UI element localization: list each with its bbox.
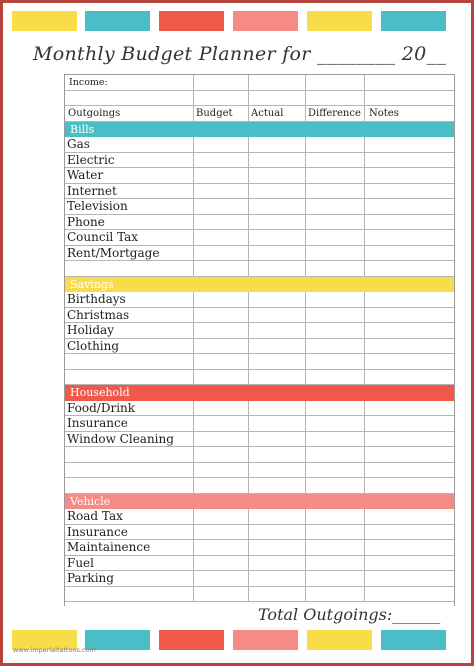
table-row	[65, 292, 454, 308]
column-divider	[193, 323, 194, 338]
column-divider	[248, 447, 249, 462]
table-row	[65, 540, 454, 556]
column-divider	[305, 261, 306, 276]
column-divider	[305, 230, 306, 245]
column-divider	[248, 184, 249, 199]
table-row	[65, 230, 454, 246]
column-divider	[305, 199, 306, 214]
column-divider	[364, 401, 365, 416]
column-divider	[193, 153, 194, 168]
column-divider	[248, 354, 249, 369]
column-divider	[364, 354, 365, 369]
row-label: Holiday	[67, 323, 114, 337]
column-divider	[305, 246, 306, 261]
column-divider	[305, 292, 306, 307]
column-divider	[248, 463, 249, 478]
column-divider	[248, 509, 249, 524]
column-divider	[305, 525, 306, 540]
table-row	[65, 525, 454, 541]
column-divider	[364, 587, 365, 602]
column-divider	[305, 75, 306, 90]
column-divider	[248, 556, 249, 571]
column-divider	[364, 323, 365, 338]
table-row	[65, 215, 454, 231]
row-label: Birthdays	[67, 292, 126, 306]
column-divider	[248, 432, 249, 447]
table-row	[65, 416, 454, 432]
row-label: Gas	[67, 137, 90, 151]
column-divider	[364, 106, 365, 121]
section-title: Savings	[70, 277, 114, 291]
column-divider	[193, 556, 194, 571]
section-header-vehicle	[65, 494, 454, 510]
column-header-outgoings: Outgoings	[68, 108, 121, 119]
column-divider	[248, 215, 249, 230]
blank-row	[65, 463, 454, 479]
column-divider	[364, 261, 365, 276]
column-divider	[193, 168, 194, 183]
column-divider	[305, 556, 306, 571]
column-divider	[193, 463, 194, 478]
bottom-stripe	[307, 630, 372, 650]
top-stripe	[12, 11, 77, 31]
column-divider	[364, 292, 365, 307]
column-divider	[248, 587, 249, 602]
column-divider	[193, 261, 194, 276]
column-divider	[193, 230, 194, 245]
row-label: Water	[67, 168, 104, 182]
column-header-notes: Notes	[369, 108, 399, 119]
row-label: Rent/Mortgage	[67, 245, 160, 260]
row-label: Television	[67, 199, 128, 213]
column-divider	[305, 478, 306, 493]
column-divider	[248, 525, 249, 540]
bottom-stripe	[381, 630, 446, 650]
column-divider	[193, 137, 194, 152]
column-divider	[364, 230, 365, 245]
top-stripe	[85, 11, 150, 31]
column-divider	[248, 106, 249, 121]
row-label: Maintainence	[67, 540, 151, 554]
column-divider	[305, 153, 306, 168]
column-divider	[193, 339, 194, 354]
section-title: Vehicle	[70, 494, 111, 508]
row-label: Window Cleaning	[67, 431, 174, 446]
column-divider	[193, 308, 194, 323]
blank-row	[65, 91, 454, 107]
column-divider	[193, 432, 194, 447]
column-divider	[305, 91, 306, 106]
column-divider	[364, 75, 365, 90]
column-divider	[364, 91, 365, 106]
column-divider	[364, 308, 365, 323]
column-divider	[305, 587, 306, 602]
column-divider	[193, 354, 194, 369]
column-divider	[364, 416, 365, 431]
table-row	[65, 246, 454, 262]
column-divider	[305, 416, 306, 431]
column-divider	[193, 184, 194, 199]
section-title: Bills	[70, 122, 95, 136]
table-row	[65, 323, 454, 339]
column-divider	[248, 416, 249, 431]
column-divider	[193, 587, 194, 602]
column-divider	[305, 447, 306, 462]
row-label: Internet	[67, 183, 117, 198]
column-divider	[305, 323, 306, 338]
watermark: www.imperialtattoos.com	[13, 646, 96, 654]
row-label: Food/Drink	[67, 400, 136, 415]
section-header-bills	[65, 122, 454, 138]
column-divider	[193, 91, 194, 106]
column-divider	[193, 571, 194, 586]
column-divider	[305, 540, 306, 555]
row-label: Insurance	[67, 524, 128, 539]
column-divider	[364, 432, 365, 447]
column-divider	[248, 540, 249, 555]
column-divider	[248, 571, 249, 586]
top-stripe	[233, 11, 298, 31]
column-divider	[248, 292, 249, 307]
column-divider	[248, 261, 249, 276]
column-divider	[193, 525, 194, 540]
column-divider	[364, 199, 365, 214]
row-label: Fuel	[67, 555, 94, 570]
column-divider	[364, 246, 365, 261]
column-divider	[305, 339, 306, 354]
column-divider	[248, 91, 249, 106]
table-row	[65, 432, 454, 448]
budget-table	[64, 74, 455, 606]
column-divider	[305, 215, 306, 230]
column-divider	[364, 370, 365, 385]
top-stripe	[381, 11, 446, 31]
column-divider	[305, 354, 306, 369]
column-divider	[193, 106, 194, 121]
column-divider	[364, 184, 365, 199]
table-row	[65, 168, 454, 184]
table-row	[65, 509, 454, 525]
column-divider	[248, 230, 249, 245]
column-divider	[305, 308, 306, 323]
total-outgoings-label: Total Outgoings:______	[258, 605, 441, 624]
top-stripe	[159, 11, 224, 31]
column-divider	[248, 370, 249, 385]
column-divider	[248, 153, 249, 168]
column-divider	[364, 339, 365, 354]
row-label: Council Tax	[67, 230, 139, 244]
column-divider	[364, 571, 365, 586]
column-divider	[193, 447, 194, 462]
column-divider	[364, 525, 365, 540]
column-divider	[248, 323, 249, 338]
column-divider	[364, 540, 365, 555]
row-label: Christmas	[67, 307, 130, 322]
income-label: Income:	[69, 77, 108, 88]
column-divider	[305, 370, 306, 385]
income-row	[65, 75, 454, 91]
bottom-stripe	[233, 630, 298, 650]
row-label: Phone	[67, 214, 105, 229]
blank-row	[65, 261, 454, 277]
row-label: Clothing	[67, 338, 120, 353]
column-divider	[364, 478, 365, 493]
column-divider	[364, 137, 365, 152]
header-row	[65, 106, 454, 122]
column-divider	[305, 401, 306, 416]
table-row	[65, 137, 454, 153]
column-divider	[193, 478, 194, 493]
column-divider	[248, 199, 249, 214]
column-divider	[305, 137, 306, 152]
table-row	[65, 339, 454, 355]
column-divider	[364, 168, 365, 183]
blank-row	[65, 447, 454, 463]
column-divider	[305, 463, 306, 478]
blank-row	[65, 354, 454, 370]
column-divider	[305, 168, 306, 183]
blank-row	[65, 478, 454, 494]
blank-row	[65, 370, 454, 386]
column-divider	[193, 292, 194, 307]
column-divider	[193, 370, 194, 385]
column-divider	[193, 540, 194, 555]
column-divider	[364, 153, 365, 168]
section-header-household	[65, 385, 454, 401]
table-row	[65, 199, 454, 215]
column-header-difference: Difference	[308, 108, 361, 119]
section-title: Household	[70, 386, 130, 399]
column-divider	[305, 571, 306, 586]
column-header-budget: Budget	[196, 108, 233, 119]
column-divider	[193, 199, 194, 214]
column-divider	[193, 75, 194, 90]
table-row	[65, 571, 454, 587]
column-divider	[364, 447, 365, 462]
table-row	[65, 401, 454, 417]
column-header-actual: Actual	[251, 108, 284, 119]
column-divider	[248, 246, 249, 261]
section-header-savings	[65, 277, 454, 293]
column-divider	[248, 308, 249, 323]
column-divider	[193, 509, 194, 524]
row-label: Electric	[67, 152, 115, 167]
row-label: Insurance	[67, 416, 128, 430]
column-divider	[248, 75, 249, 90]
row-label: Parking	[67, 571, 114, 585]
column-divider	[364, 463, 365, 478]
table-row	[65, 184, 454, 200]
column-divider	[305, 509, 306, 524]
column-divider	[248, 478, 249, 493]
column-divider	[193, 246, 194, 261]
column-divider	[364, 215, 365, 230]
column-divider	[248, 339, 249, 354]
column-divider	[305, 432, 306, 447]
column-divider	[248, 401, 249, 416]
column-divider	[305, 106, 306, 121]
blank-row	[65, 587, 454, 603]
table-row	[65, 153, 454, 169]
column-divider	[193, 416, 194, 431]
column-divider	[193, 401, 194, 416]
page-title: Monthly Budget Planner for ________ 20__	[33, 43, 447, 65]
column-divider	[193, 215, 194, 230]
bottom-stripe	[159, 630, 224, 650]
column-divider	[248, 137, 249, 152]
row-label: Road Tax	[67, 509, 123, 523]
table-row	[65, 308, 454, 324]
column-divider	[305, 184, 306, 199]
top-stripe	[307, 11, 372, 31]
table-row	[65, 556, 454, 572]
column-divider	[364, 509, 365, 524]
column-divider	[248, 168, 249, 183]
column-divider	[364, 556, 365, 571]
